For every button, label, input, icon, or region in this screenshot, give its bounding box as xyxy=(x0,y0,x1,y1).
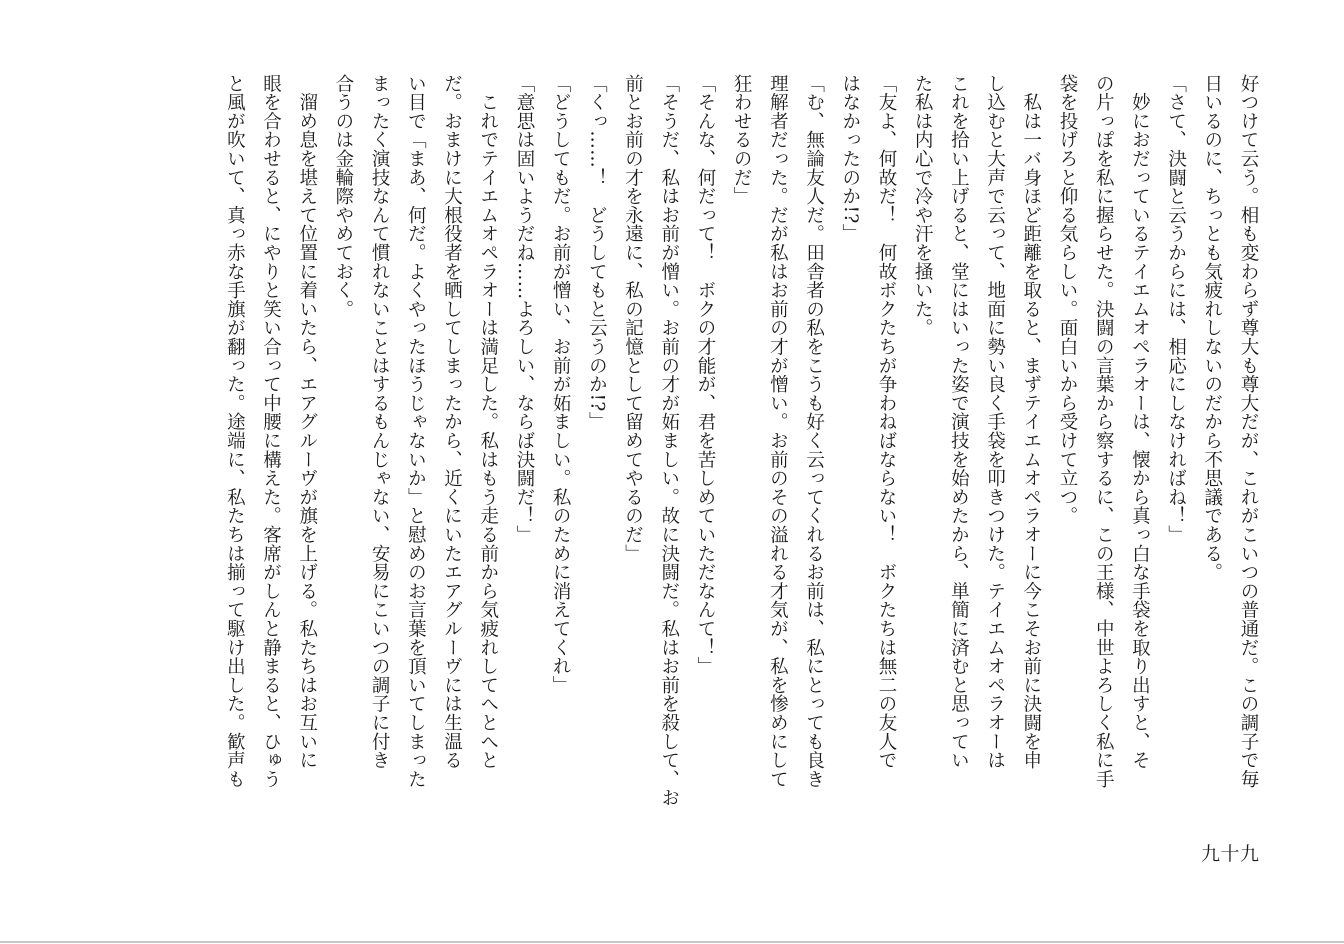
text-line: まったく演技なんて慣れないことはするもんじゃない、安易にこいつの調子に付き xyxy=(369,74,391,770)
text-line: 「意思は固いようだね……よろしい、ならば決闘だ！」 xyxy=(513,74,535,544)
text-line: 妙におだっているテイエムオペラオーは、懐から真っ白な手袋を取り出すと、そ xyxy=(1129,74,1151,770)
text-line: 「そんな、何だって！ ボクの才能が、君を苦しめていただなんて！」 xyxy=(694,74,716,676)
text-line: だ。おまけに大根役者を晒してしまったから、近くにいたエアグルーヴには生温る xyxy=(441,74,463,770)
text-line: 理解者だった。だが私はお前の才が憎い。お前のその溢れる才気が、私を惨めにして xyxy=(767,74,789,789)
text-line: はなかったのか!?」 xyxy=(839,74,861,243)
text-line: 「む、無論友人だ。田舎者の私をこうも好く云ってくれるお前は、私にとっても良き xyxy=(803,74,825,789)
page-number: 九十九 xyxy=(1201,843,1260,865)
text-line: た私は内心で冷や汗を掻いた。 xyxy=(912,74,934,338)
text-line: 狂わせるのだ」 xyxy=(731,74,753,206)
text-line: 私は一バ身ほど距離を取ると、まずテイエムオペラオーに今こそお前に決闘を申 xyxy=(1020,74,1042,770)
text-line: 「くっ……！ どうしてもと云うのか!?」 xyxy=(586,74,608,431)
text-line: 日いるのに、ちっとも気疲れしないのだから不思議である。 xyxy=(1201,74,1223,582)
text-line: 「そうだ、私はお前が憎い。お前の才が妬ましい。故に決闘だ。私はお前を殺して、お xyxy=(658,74,680,808)
text-line: 「どうしてもだ。お前が憎い、お前が妬ましい。私のために消えてくれ」 xyxy=(550,74,572,695)
text-line: これでテイエムオペラオーは満足した。私はもう走る前から気疲れしてへとへと xyxy=(477,74,499,770)
text-line: い目で「まあ、何だ。よくやったほうじゃないか」と慰めのお言葉を頂いてしまった xyxy=(405,74,427,789)
text-line: 袋を投げろと仰る気らしい。面白いから受けて立つ。 xyxy=(1056,74,1078,526)
text-line: 「さて、決闘と云うからには、相応にしなければね！」 xyxy=(1165,74,1187,544)
text-line: 眼を合わせると、にやりと笑い合って中腰に構えた。客席がしんと静まると、ひゅう xyxy=(260,74,282,789)
text-line: し込むと大声で云って、地面に勢い良く手袋を叩きつけた。テイエムオペラオーは xyxy=(984,74,1006,770)
text-line: これを拾い上げると、堂にはいった姿で演技を始めたから、単簡に済むと思ってい xyxy=(948,74,970,770)
text-line: の片っぽを私に握らせた。決闘の言葉から察するに、この王様、中世よろしく私に手 xyxy=(1093,74,1115,789)
text-line: と風が吹いて、真っ赤な手旗が翻った。途端に、私たちは揃って駆け出した。歓声も xyxy=(224,74,246,789)
text-line: 「友よ、何故だ！ 何故ボクたちが争わねばならない！ ボクたちは無二の友人で xyxy=(875,74,897,770)
bottom-divider xyxy=(0,941,1344,943)
text-line: 好つけて云う。相も変わらず尊大も尊大だが、これがこいつの普通だ。この調子で毎 xyxy=(1238,74,1259,789)
text-line: 合うのは金輪際やめておく。 xyxy=(332,74,354,319)
text-line: 前とお前の才を永遠に、私の記憶として留めてやるのだ」 xyxy=(622,74,644,563)
vertical-text-body xyxy=(66,74,1266,864)
text-line: 溜め息を堪えて位置に着いたら、エアグルーヴが旗を上げる。私たちはお互いに xyxy=(296,74,318,770)
